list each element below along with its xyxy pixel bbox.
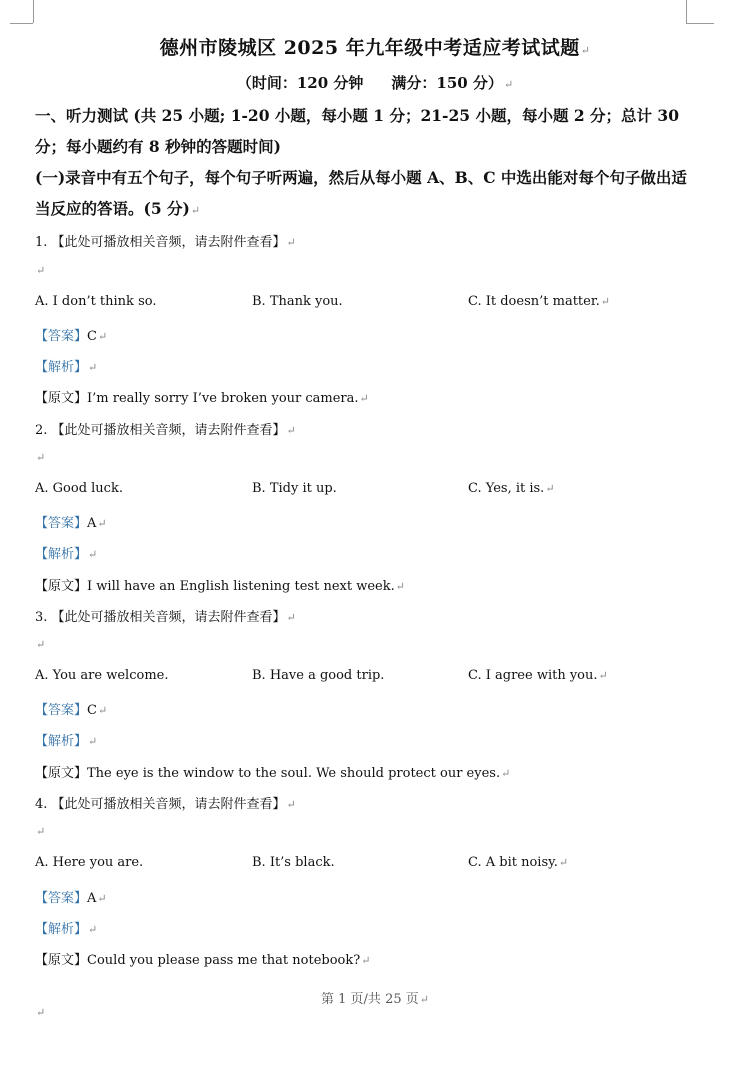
original-line: 【原文】I’m really sorry I’ve broken your camera.↵: [35, 391, 369, 406]
original-text: Could you please pass me that notebook?: [87, 953, 361, 968]
answer-line: 【答案】C↵: [35, 329, 108, 344]
option-a: A. I don’t think so.: [35, 294, 157, 309]
option-c: C. It doesn’t matter.↵: [468, 294, 610, 309]
answer-line: 【答案】C↵: [35, 703, 108, 718]
return-mark: ↵: [190, 204, 201, 217]
return-mark: ↵: [503, 78, 514, 91]
part-heading: (一)录音中有五个句子，每个句子听两遍，然后从每小题 A、B、C 中选出能对每个句子做出适当反应的答语。(5 分)↵: [35, 168, 687, 218]
option-b: B. Thank you.: [252, 294, 343, 309]
question-prompt: 1. 【此处可播放相关音频，请去附件查看】↵: [35, 235, 296, 250]
question-prompt: 3. 【此处可播放相关音频，请去附件查看】↵: [35, 610, 296, 625]
return-mark: ↵: [580, 44, 591, 57]
empty-line: ↵: [36, 264, 46, 277]
option-b: B. Tidy it up.: [252, 481, 337, 496]
option-c: C. I agree with you.↵: [468, 668, 608, 683]
analysis-line: 【解析】↵: [35, 360, 98, 375]
option-a: A. Here you are.: [35, 855, 144, 870]
answer-value: A: [87, 516, 97, 531]
original-line: 【原文】The eye is the window to the soul. We should protect our eyes.↵: [35, 766, 511, 781]
page-title: 德州市陵城区 2025 年九年级中考适应考试试题↵: [159, 37, 591, 59]
answer-value: C: [87, 703, 97, 718]
page-corner-mark: [33, 0, 34, 23]
option-b: B. It’s black.: [252, 855, 335, 870]
exam-time: （时间：120 分钟: [236, 74, 364, 92]
analysis-line: 【解析】↵: [35, 922, 98, 937]
answer-value: C: [87, 329, 97, 344]
option-c: C. A bit noisy.↵: [468, 855, 569, 870]
original-text: I will have an English listening test next week.: [87, 579, 395, 594]
return-mark: ↵: [286, 236, 296, 249]
option-a: A. Good luck.: [35, 481, 123, 496]
empty-line: ↵: [36, 451, 46, 464]
original-text: The eye is the window to the soul. We should protect our eyes.: [87, 766, 501, 781]
question-prompt: 2. 【此处可播放相关音频，请去附件查看】↵: [35, 423, 296, 438]
answer-value: A: [87, 891, 97, 906]
analysis-line: 【解析】↵: [35, 734, 98, 749]
option-a: A. You are welcome.: [35, 668, 169, 683]
original-text: I’m really sorry I’ve broken your camera.: [87, 391, 359, 406]
empty-line: ↵: [36, 825, 46, 838]
original-line: 【原文】I will have an English listening test next week.↵: [35, 579, 405, 594]
option-b: B. Have a good trip.: [252, 668, 385, 683]
question-prompt: 4. 【此处可播放相关音频，请去附件查看】↵: [35, 797, 296, 812]
page-number: 第 1 页/共 25 页↵: [321, 992, 429, 1007]
answer-line: 【答案】A↵: [35, 891, 107, 906]
section-heading: 一、听力测试 (共 25 小题; 1-20 小题，每小题 1 分；21-25 小题，每小题 2 分；总计 30 分；每小题约有 8 秒钟的答题时间): [35, 106, 679, 156]
page-corner-mark: [10, 23, 33, 24]
page-corner-mark: [686, 0, 687, 23]
exam-info: [0, 72, 750, 93]
answer-line: 【答案】A↵: [35, 516, 107, 531]
empty-line: ↵: [36, 638, 46, 651]
page-corner-mark: [686, 23, 714, 24]
original-line: 【原文】Could you please pass me that notebook?↵: [35, 953, 371, 968]
empty-line: ↵: [36, 1006, 46, 1019]
option-c: C. Yes, it is.↵: [468, 481, 555, 496]
exam-score: 满分：150 分）: [391, 74, 503, 92]
analysis-line: 【解析】↵: [35, 547, 98, 562]
